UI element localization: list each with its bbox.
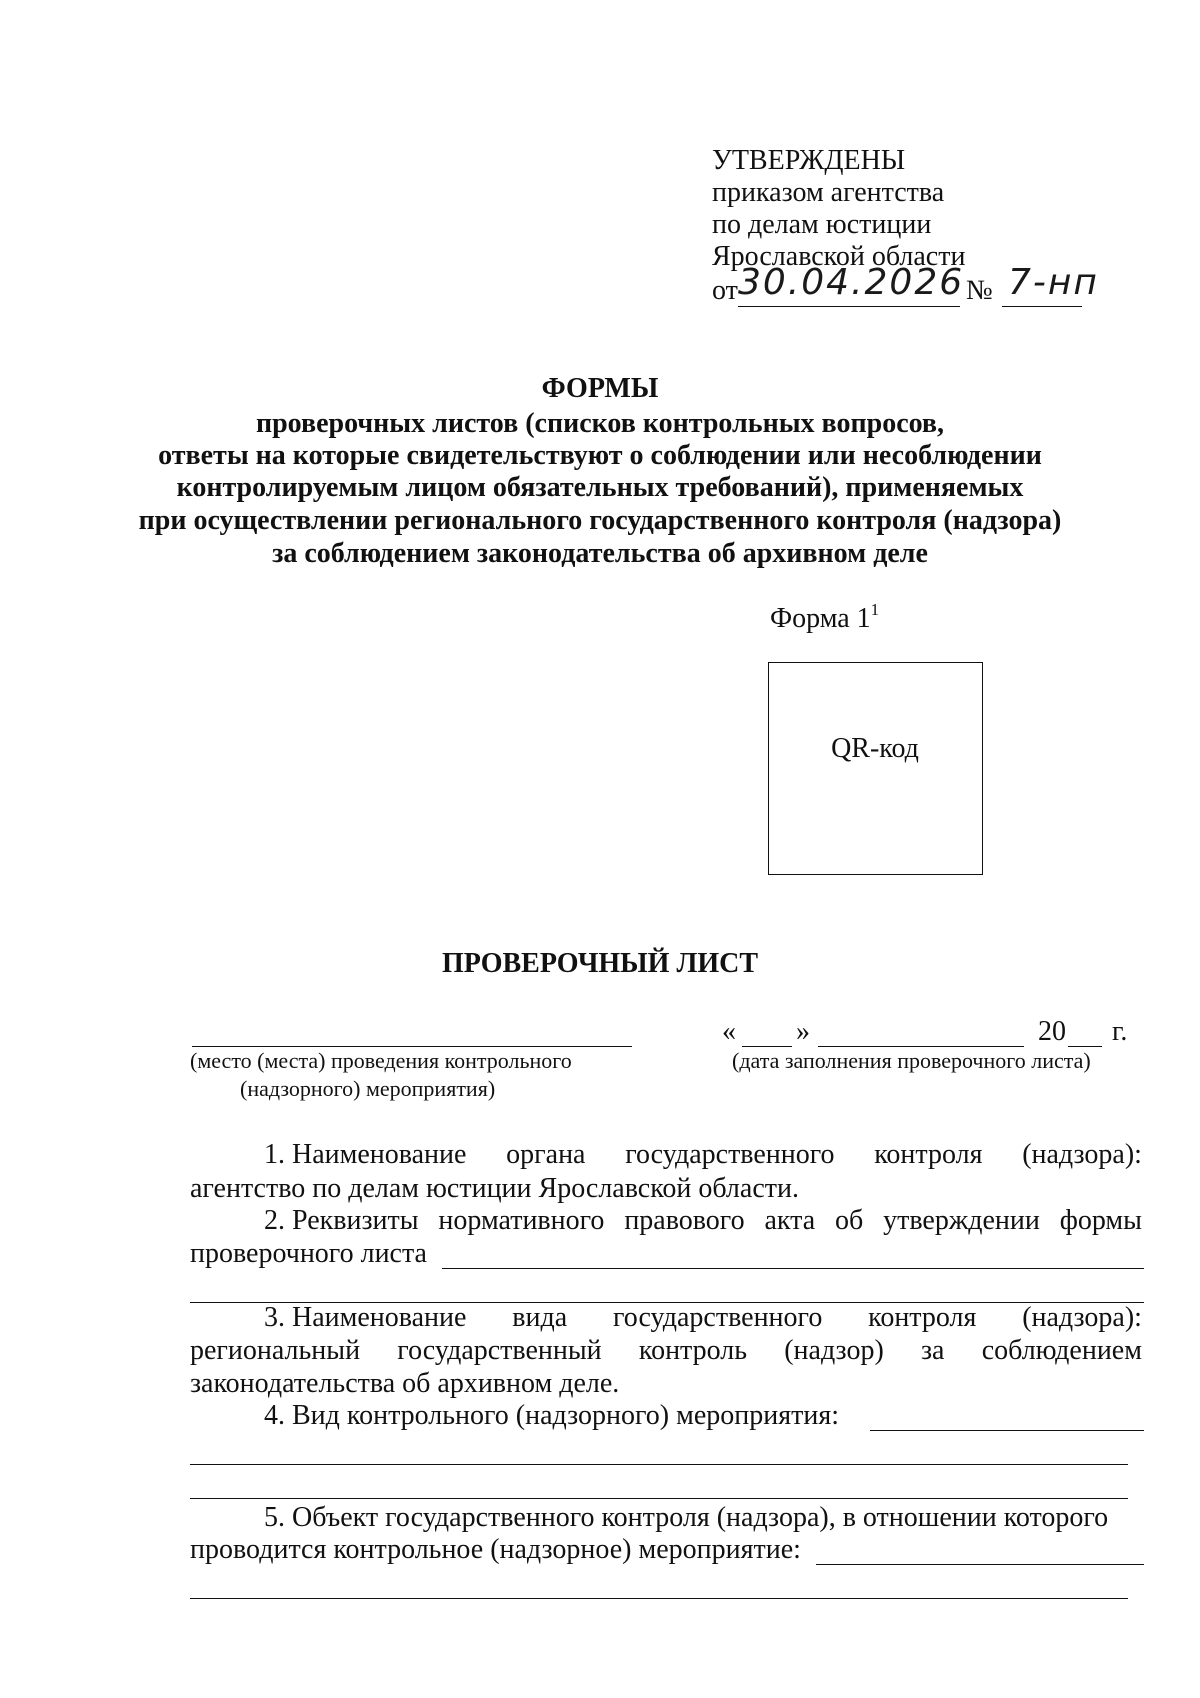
date-day-underline	[742, 1046, 792, 1047]
item-1-line-2: агентство по делам юстиции Ярославской области.	[190, 1173, 799, 1204]
item-3-word: за	[921, 1335, 945, 1366]
item-5-fill-line-2	[190, 1598, 1128, 1599]
sheet-title: ПРОВЕРОЧНЫЙ ЛИСТ	[441, 948, 758, 979]
item-2-line-2: проверочного листа	[190, 1238, 427, 1269]
approval-number-prefix: №	[966, 275, 993, 306]
item-4-fill-line-1	[870, 1430, 1144, 1431]
item-3-word: контроль	[638, 1335, 748, 1366]
approval-line-2: по делам юстиции	[712, 209, 932, 240]
forms-subtitle-line-1: проверочных листов (списков контрольных вопросов,	[255, 408, 945, 439]
date-year-prefix: 20	[1038, 1016, 1066, 1047]
item-3-line-2	[190, 1335, 1142, 1367]
place-caption-line-1: (место (места) проведения контрольного	[190, 1048, 572, 1073]
approval-date-underline	[738, 306, 960, 307]
item-2-word: утверждении	[883, 1205, 1040, 1236]
item-1-word: контроля	[874, 1139, 983, 1170]
qr-code-placeholder	[768, 662, 983, 875]
item-1-word: (надзора):	[1022, 1139, 1142, 1170]
item-5-line-1: 5. Объект государственного контроля (надзора), в отношении которого	[264, 1502, 1109, 1533]
date-year-underline	[1068, 1046, 1102, 1047]
approval-number-underline	[1002, 306, 1082, 307]
item-2-word: акта	[764, 1205, 816, 1236]
approval-date-prefix: от	[712, 275, 738, 306]
approval-title: УТВЕРЖДЕНЫ	[712, 145, 906, 176]
item-2-word: правового	[624, 1205, 745, 1236]
item-2-line-1	[264, 1205, 1142, 1237]
item-3-word: государственный	[397, 1335, 602, 1366]
item-1-word: 1. Наименование	[264, 1139, 467, 1170]
form-label: Форма $1^1$	[770, 600, 880, 634]
item-3-word: (надзора):	[1022, 1302, 1142, 1333]
item-4-line-1: 4. Вид контрольного (надзорного) мероприятия:	[264, 1400, 839, 1431]
forms-title: ФОРМЫ	[541, 373, 659, 404]
item-3-word: контроля	[868, 1302, 977, 1333]
item-2-fill-line-1	[442, 1268, 1144, 1269]
item-2-word: формы	[1059, 1205, 1142, 1236]
item-1-word: органа	[506, 1139, 586, 1170]
item-3-word: (надзор)	[784, 1335, 884, 1366]
date-close-quote: »	[796, 1016, 810, 1047]
form-label-footnote: 1	[870, 600, 880, 619]
qr-code-label: QR-код	[831, 733, 919, 764]
item-2-word: 2. Реквизиты	[264, 1205, 419, 1236]
date-year-suffix: г.	[1112, 1016, 1128, 1047]
place-caption-line-2: (надзорного) мероприятия)	[240, 1076, 496, 1101]
date-open-quote: «	[722, 1016, 736, 1047]
item-3-line-1	[264, 1302, 1142, 1334]
item-5-line-2: проводится контрольное (надзорное) мероприятие:	[190, 1534, 801, 1565]
item-2-word: нормативного	[438, 1205, 605, 1236]
item-3-word: государственного	[612, 1302, 823, 1333]
item-3-word: соблюдением	[981, 1335, 1142, 1366]
item-1-line-1	[264, 1139, 1142, 1171]
item-2-word: об	[835, 1205, 864, 1236]
forms-subtitle-line-5: за соблюдением законодательства об архивном деле	[272, 538, 928, 569]
date-month-underline	[818, 1046, 1024, 1047]
item-4-fill-line-2	[190, 1464, 1128, 1465]
date-caption: (дата заполнения проверочного листа)	[732, 1048, 1091, 1073]
forms-subtitle-line-3: контролируемым лицом обязательных требований), применяемых	[176, 472, 1024, 503]
approval-line-3: Ярославской области	[712, 241, 966, 272]
item-3-word: 3. Наименование	[264, 1302, 467, 1333]
place-underline	[192, 1046, 632, 1047]
item-3-word: вида	[512, 1302, 568, 1333]
item-3-word: региональный	[190, 1335, 361, 1366]
item-5-fill-line-1	[816, 1564, 1144, 1565]
approval-line-1: приказом агентства	[712, 177, 945, 208]
forms-subtitle-line-2: ответы на которые свидетельствуют о соблюдении или несоблюдении	[158, 440, 1042, 471]
item-1-word: государственного	[625, 1139, 835, 1170]
item-4-fill-line-3	[190, 1498, 1128, 1499]
approval-date-handwritten: 30.04.2026	[738, 262, 965, 303]
approval-number-handwritten: 7-нп	[1008, 262, 1099, 303]
forms-subtitle-line-4: при осуществлении регионального государственного контроля (надзора)	[138, 505, 1062, 536]
item-3-line-3: законодательства об архивном деле.	[190, 1368, 620, 1399]
